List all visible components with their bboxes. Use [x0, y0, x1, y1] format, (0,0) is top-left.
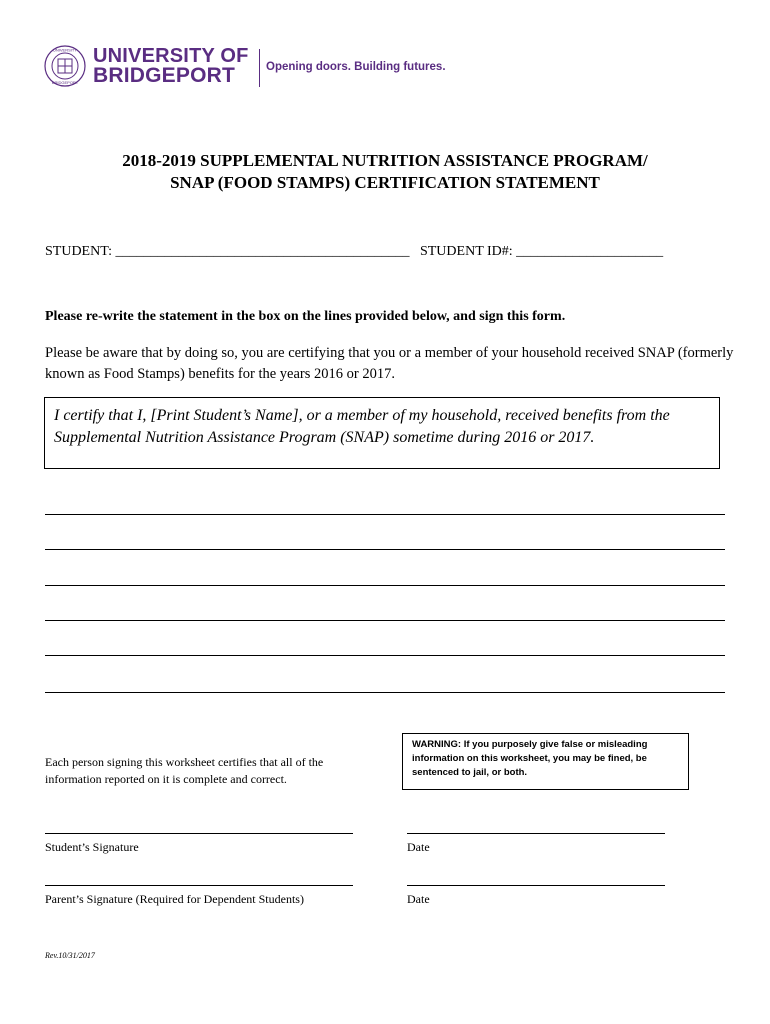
student-name-field[interactable]: STUDENT: __________________________________________	[45, 244, 410, 259]
instruction-text: Please be aware that by doing so, you are certifying that you or a member of your household received SNAP (formerly known as Food Stamps) benefits for the years 2016 or 2017.	[45, 345, 734, 382]
form-title	[0, 150, 770, 194]
form-title-line1: 2018-2019 SUPPLEMENTAL NUTRITION ASSISTANCE PROGRAM/	[122, 151, 648, 170]
parent-date-label: Date	[407, 892, 430, 906]
rewrite-line-5[interactable]	[45, 655, 725, 656]
student-id-field[interactable]: STUDENT ID#: _____________________	[419, 244, 664, 259]
university-name	[93, 47, 249, 85]
tagline: Opening doors. Building futures.	[266, 61, 446, 73]
instruction-heading: Please re-write the statement in the box on the lines provided below, and sign this form.	[45, 309, 566, 324]
student-date-label: Date	[407, 840, 430, 854]
certification-statement: I certify that I, [Print Student’s Name], or a member of my household, received benefits from the Supplemental Nutrition Assistance Program (SNAP) sometime during 2016 or 2017.	[54, 407, 670, 446]
svg-text:UNIVERSITY: UNIVERSITY	[52, 47, 78, 53]
warning-text: WARNING: If you purposely give false or misleading information on this worksheet, you may be fined, be sentenced to jail, or both.	[412, 739, 648, 778]
parent-signature-label: Parent’s Signature (Required for Dependent Students)	[45, 892, 304, 906]
certification-note: Each person signing this worksheet certifies that all of the information reported on it is complete and correct.	[45, 755, 324, 786]
university-name-line2: BRIDGEPORT	[93, 64, 236, 87]
rewrite-line-2[interactable]	[45, 549, 725, 550]
revision-date: Rev.10/31/2017	[45, 951, 95, 960]
parent-signature-line[interactable]	[45, 885, 353, 886]
logo-divider	[259, 49, 260, 87]
university-seal-logo	[44, 45, 86, 87]
svg-text:BRIDGEPORT: BRIDGEPORT	[51, 80, 79, 85]
form-title-line2: SNAP (FOOD STAMPS) CERTIFICATION STATEMENT	[170, 173, 600, 192]
student-date-line[interactable]	[407, 833, 665, 834]
rewrite-line-6[interactable]	[45, 692, 725, 693]
rewrite-line-3[interactable]	[45, 585, 725, 586]
student-signature-line[interactable]	[45, 833, 353, 834]
parent-date-line[interactable]	[407, 885, 665, 886]
university-name-line1: UNIVERSITY OF	[93, 45, 249, 67]
student-signature-label: Student’s Signature	[45, 840, 139, 854]
student-info-row	[45, 244, 663, 260]
rewrite-line-4[interactable]	[45, 620, 725, 621]
rewrite-line-1[interactable]	[45, 514, 725, 515]
